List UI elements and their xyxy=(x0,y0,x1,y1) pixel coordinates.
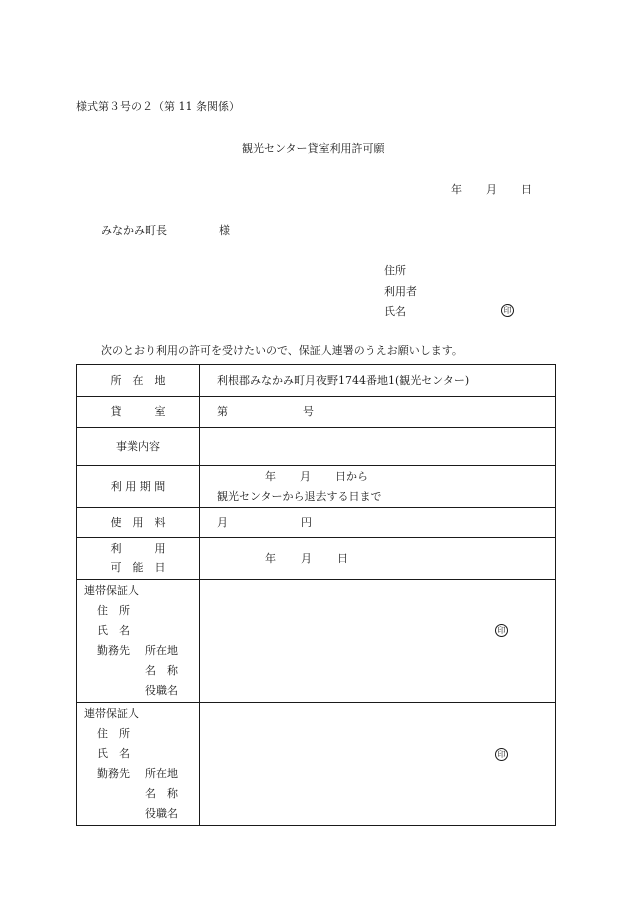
form-number: 様式第３号の２（第 11 条関係） xyxy=(76,100,240,113)
available-day: 日 xyxy=(337,552,348,565)
date-day-label: 日 xyxy=(521,183,532,196)
guarantor-address-label: 住 所 xyxy=(97,604,130,617)
row-divider xyxy=(77,465,555,466)
guarantor-seal-icon: 印 xyxy=(495,624,508,637)
period-label: 利 用 期 間 xyxy=(110,480,166,493)
business-label: 事業内容 xyxy=(116,440,160,453)
available-label-line1: 利 用 xyxy=(110,542,166,555)
row-divider xyxy=(77,702,555,703)
row-divider xyxy=(77,396,555,397)
location-value: 利根郡みなかみ町月夜野1744番地1(観光センター) xyxy=(217,374,470,387)
applicant-user-label: 利用者 xyxy=(384,285,417,298)
row-divider xyxy=(77,427,555,428)
form-title: 観光センター貸室利用許可願 xyxy=(242,142,385,155)
row-divider xyxy=(77,507,555,508)
available-label-line2: 可 能 日 xyxy=(110,561,166,574)
guarantor-seal-icon: 印 xyxy=(495,748,508,761)
period-month: 月 xyxy=(300,470,311,483)
fee-yen: 円 xyxy=(301,516,312,529)
guarantor-workplace-location-label: 所在地 xyxy=(145,644,178,657)
guarantor-workplace-name-label: 名 称 xyxy=(145,664,178,677)
available-year: 年 xyxy=(265,552,276,565)
guarantor-name-label: 氏 名 xyxy=(97,747,130,760)
applicant-seal-icon: 印 xyxy=(501,304,514,317)
guarantor-position-label: 役職名 xyxy=(145,684,178,697)
date-year-label: 年 xyxy=(451,183,462,196)
guarantor-workplace-label: 勤務先 xyxy=(97,767,130,780)
guarantor-position-label: 役職名 xyxy=(145,807,178,820)
guarantor-workplace-name-label: 名 称 xyxy=(145,787,178,800)
location-label: 所 在 地 xyxy=(110,374,166,387)
intro-text: 次のとおり利用の許可を受けたいので、保証人連署のうえお願いします。 xyxy=(101,344,463,357)
guarantor-name-label: 氏 名 xyxy=(97,624,130,637)
guarantor-heading: 連帯保証人 xyxy=(84,707,139,720)
room-prefix: 第 xyxy=(217,405,228,418)
applicant-address-label: 住所 xyxy=(384,264,406,277)
addressee-suffix: 様 xyxy=(219,224,230,237)
guarantor-heading: 連帯保証人 xyxy=(84,584,139,597)
guarantor-workplace-label: 勤務先 xyxy=(97,644,130,657)
room-suffix: 号 xyxy=(303,405,314,418)
application-table xyxy=(76,364,556,826)
guarantor-address-label: 住 所 xyxy=(97,727,130,740)
period-year: 年 xyxy=(265,470,276,483)
addressee: みなかみ町長 xyxy=(101,224,167,237)
row-divider xyxy=(77,537,555,538)
period-end: 観光センターから退去する日まで xyxy=(217,490,382,503)
applicant-name-label: 氏名 xyxy=(384,305,406,318)
date-month-label: 月 xyxy=(486,183,497,196)
row-divider xyxy=(77,579,555,580)
column-divider xyxy=(199,365,200,825)
fee-month: 月 xyxy=(217,516,228,529)
room-label: 貸 室 xyxy=(110,405,166,418)
guarantor-workplace-location-label: 所在地 xyxy=(145,767,178,780)
available-month: 月 xyxy=(301,552,312,565)
fee-label: 使 用 料 xyxy=(110,516,166,529)
period-day: 日から xyxy=(335,470,368,483)
